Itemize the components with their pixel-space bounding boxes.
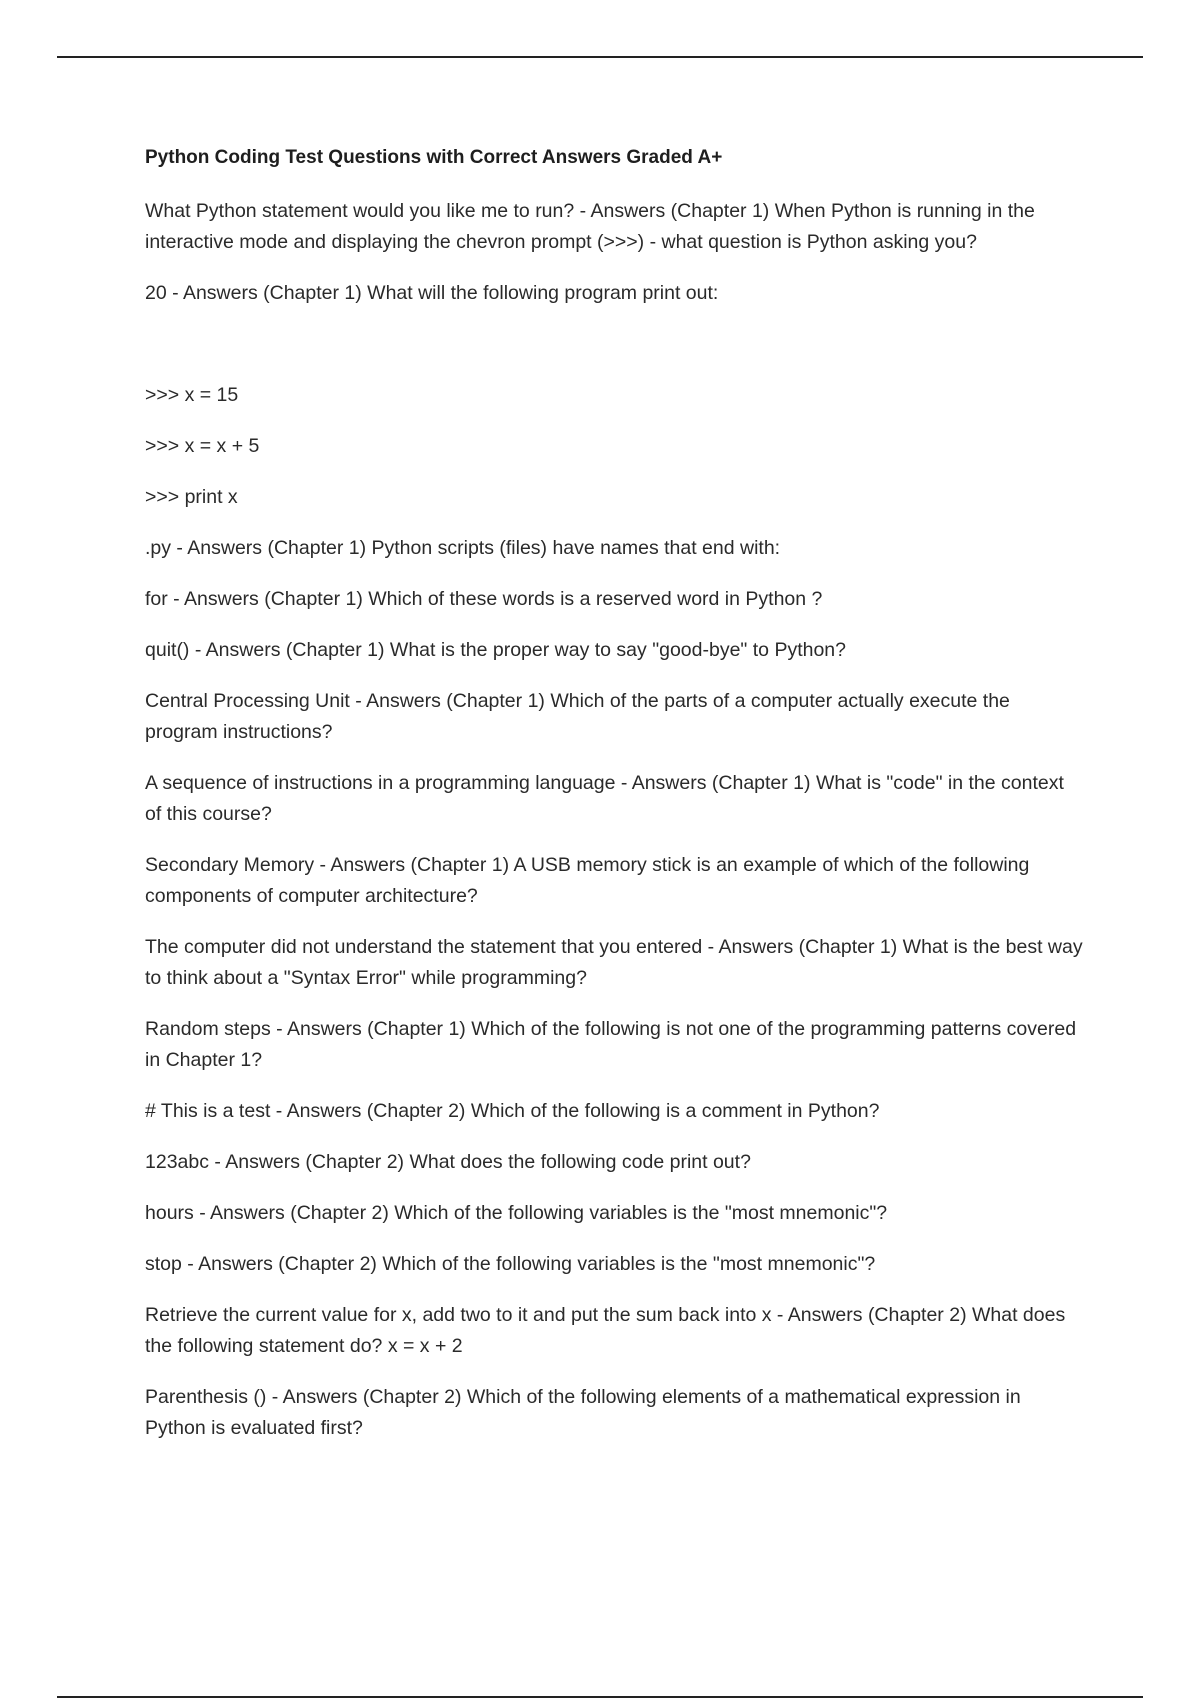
qa-paragraph: 20 - Answers (Chapter 1) What will the following program print out: (145, 282, 719, 304)
footer-rule (57, 1696, 1143, 1698)
code-line: >>> x = 15 (145, 384, 239, 406)
code-line: >>> print x (145, 486, 238, 508)
qa-paragraph: Random steps - Answers (Chapter 1) Which of the following is not one of the programming patterns covered in Chapter 1? (145, 1018, 1077, 1071)
qa-paragraph: Retrieve the current value for x, add two to it and put the sum back into x - Answers (Chapter 2) What does the following statement do? x = x + 2 (145, 1304, 1066, 1357)
qa-paragraph: What Python statement would you like me to run? - Answers (Chapter 1) When Python is running in the interactive mode and displaying the chevron prompt (>>>) - what question is Python asking you? (145, 200, 1035, 253)
qa-paragraph: hours - Answers (Chapter 2) Which of the following variables is the "most mnemonic"? (145, 1202, 888, 1224)
blank-line (145, 329, 1085, 380)
qa-paragraph: quit() - Answers (Chapter 1) What is the proper way to say "good-bye" to Python? (145, 639, 847, 661)
document-body (145, 143, 1085, 1464)
qa-paragraph: Secondary Memory - Answers (Chapter 1) A USB memory stick is an example of which of the following components of computer architecture? (145, 854, 1030, 907)
document-title: Python Coding Test Questions with Correct Answers Graded A+ (145, 147, 723, 168)
qa-paragraph: Parenthesis () - Answers (Chapter 2) Which of the following elements of a mathematical expression in Python is evaluated first? (145, 1386, 1021, 1439)
qa-paragraph: stop - Answers (Chapter 2) Which of the following variables is the "most mnemonic"? (145, 1253, 876, 1275)
code-line: >>> x = x + 5 (145, 435, 260, 457)
qa-paragraph: A sequence of instructions in a programming language - Answers (Chapter 1) What is "code" in the context of this course? (145, 772, 1064, 825)
header-rule (57, 56, 1143, 58)
qa-paragraph: 123abc - Answers (Chapter 2) What does the following code print out? (145, 1151, 751, 1173)
qa-paragraph: Central Processing Unit - Answers (Chapter 1) Which of the parts of a computer actually execute the program instructions? (145, 690, 1010, 743)
qa-paragraph: # This is a test - Answers (Chapter 2) Which of the following is a comment in Python? (145, 1100, 880, 1122)
qa-paragraph: for - Answers (Chapter 1) Which of these words is a reserved word in Python ? (145, 588, 823, 610)
qa-paragraph: The computer did not understand the statement that you entered - Answers (Chapter 1) What is the best way to think about a "Syntax Error" while programming? (145, 936, 1083, 989)
qa-paragraph: .py - Answers (Chapter 1) Python scripts (files) have names that end with: (145, 537, 781, 559)
